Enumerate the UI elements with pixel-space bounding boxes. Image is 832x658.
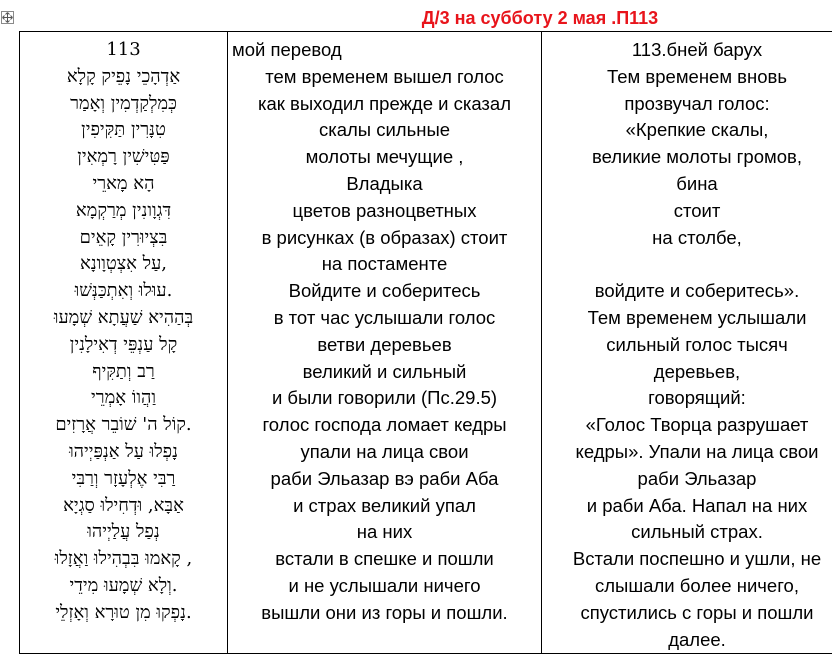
text-line: דִּגְוָונִין מְרַקְמָא	[75, 199, 172, 221]
text-line: , קָאמוּ בִּבְהִילוּ וַאֲזָלוּ	[54, 548, 193, 570]
text-line: спустились с горы и пошли	[580, 601, 814, 623]
text-line: деревьев,	[653, 360, 741, 382]
text-line: Войдите и соберитесь	[288, 280, 481, 302]
text-line: далее.	[668, 628, 726, 650]
text-line: אַבָּא, וּדְחִילוּ סַגְיָא	[63, 494, 184, 516]
text-line: Владыка	[346, 172, 423, 194]
text-line: «Крепкие скалы,	[625, 119, 769, 141]
text-line: сильный страх.	[631, 521, 763, 543]
text-line: в рисунках (в образах) стоит	[261, 226, 508, 248]
text-line: ,עַל אִצְטְוָונָא	[79, 253, 168, 275]
text-line: רַבִּי אֶלְעָזָר וְרַבִּי	[71, 467, 176, 489]
text-line: великий и сильный	[302, 360, 467, 382]
text-line: וַהֲווֹ אָמְרֵי	[91, 387, 156, 409]
hebrew-original-cell[interactable]	[20, 32, 228, 654]
move-arrows-icon	[2, 12, 13, 23]
text-line: אַדְהָכֵי נָפֵיק קָלָא	[66, 65, 181, 87]
text-line: тем временем вышел голос	[265, 65, 504, 87]
text-line: פַּטִּישִׁין רָמְאִין	[77, 146, 170, 168]
text-line: 113	[106, 39, 141, 60]
text-line: говорящий:	[648, 387, 746, 409]
text-line: великие молоты громов,	[592, 146, 802, 168]
text-line: в тот час услышали голос	[273, 306, 496, 328]
text-line: вышли они из горы и пошли.	[261, 601, 508, 623]
text-line: и страх великий упал	[293, 494, 476, 516]
text-line: кедры». Упали на лица свои	[575, 440, 819, 462]
text-line: мой перевод	[232, 39, 342, 60]
text-line: и не услышали ничего	[288, 574, 481, 596]
text-line: Встали поспешно и ушли, не	[572, 548, 822, 570]
text-line: скалы сильные	[318, 119, 451, 141]
text-line: .וְלָא שְׁמָעוּ מִידֵי	[69, 574, 178, 596]
text-line: на постаменте	[321, 253, 448, 275]
text-line: .עוּלוּ וְאִתְכַּנְּשׁוּ	[74, 280, 173, 302]
text-line: ветви деревьев	[317, 333, 452, 355]
text-line: и раби Аба. Напал на них	[586, 494, 808, 516]
table-row	[20, 32, 832, 654]
text-line: בִּצְיוּרִין קָאֵים	[79, 226, 168, 248]
text-line: как выходил прежде и сказал	[258, 92, 511, 114]
text-line: встали в спешке и пошли	[275, 548, 494, 570]
hebrew-lines	[24, 37, 223, 627]
bnei-baruch-lines	[546, 37, 832, 653]
text-line: Тем временем вновь	[607, 65, 787, 87]
text-line: на столбе,	[652, 226, 742, 248]
my-translation-cell[interactable]	[228, 32, 542, 654]
text-line: слышали более ничего,	[595, 574, 799, 596]
text-line: Тем временем услышали	[587, 306, 807, 328]
text-line: раби Эльазар вэ раби Аба	[270, 467, 499, 489]
text-line: бина	[676, 172, 718, 194]
my-translation-lines	[232, 37, 537, 627]
text-line: цветов разноцветных	[292, 199, 477, 221]
text-line: קָל עַנְפֵּי דְאִילָנִין	[69, 333, 178, 355]
text-line: רַב וְתַקִּיף	[92, 360, 155, 382]
text-line: הָא מָארֵי	[92, 172, 155, 194]
text-line: голос господа ломает кедры	[262, 414, 507, 436]
text-line: прозвучал голос:	[624, 92, 770, 114]
text-line: «Голос Творца разрушает	[585, 414, 809, 436]
text-line: стоит	[673, 199, 721, 221]
text-line: сильный голос тысяч	[606, 333, 788, 355]
table-move-handle[interactable]	[1, 11, 14, 24]
text-line: молоты мечущие ,	[305, 146, 464, 168]
text-line: כְּמִלְקַדְמִין וְאָמַר	[70, 92, 177, 114]
text-line: упали на лица свои	[300, 440, 469, 462]
translation-table	[19, 31, 832, 654]
text-line: נְפַל עֲלַיְיהוּ	[87, 521, 160, 543]
text-line: טִנָּרִין תַּקִּיפִין	[81, 119, 166, 141]
text-line: и были говорили (Пс.29.5)	[271, 387, 498, 409]
text-line: .נָפְקוּ מִן טוּרָא וְאָזְלֵי	[55, 601, 192, 623]
text-line: נָפְלוּ עַל אַנְפַּיְיהוּ	[69, 440, 178, 462]
text-line: .קוֹל ה' שׁוֹבֵר אֲרָזִים	[55, 414, 192, 436]
text-line: בְּהַהִיא שַׁעֲתָא שְׁמָעוּ	[53, 306, 194, 328]
text-line: на них	[356, 521, 413, 543]
text-line: раби Эльазар	[637, 467, 757, 489]
page-heading: Д/3 на субботу 2 мая .П113	[421, 8, 659, 28]
text-line: 113.бней барух	[631, 39, 763, 60]
bnei-baruch-translation-cell[interactable]	[542, 32, 832, 654]
text-line	[546, 251, 832, 278]
text-line: войдите и соберитесь».	[594, 280, 800, 302]
